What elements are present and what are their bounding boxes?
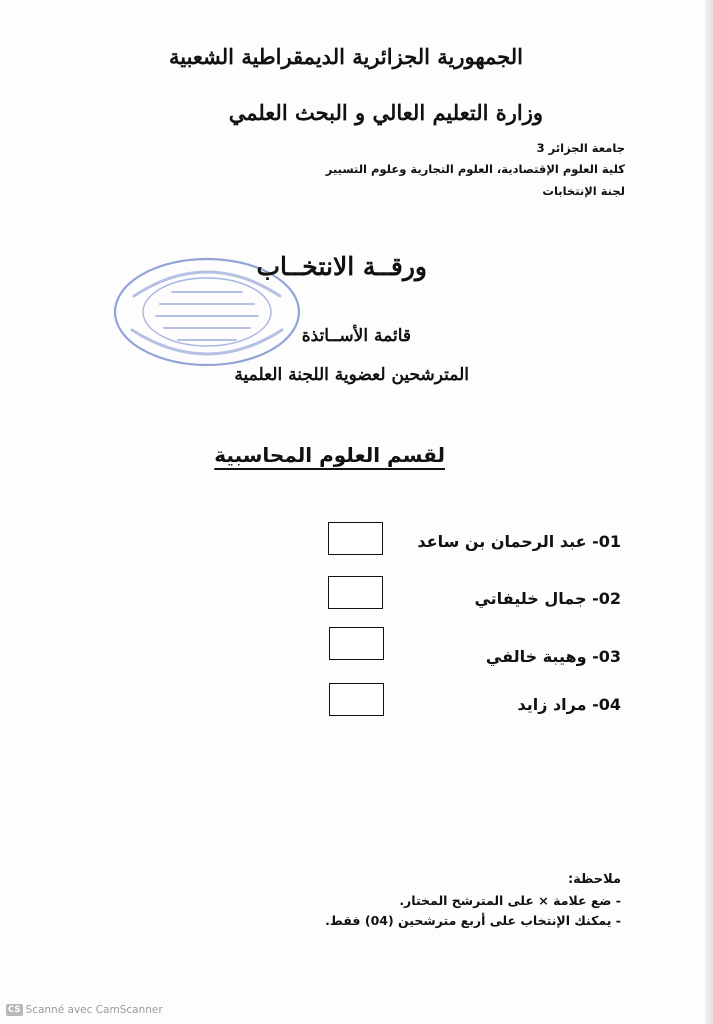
page-edge-shadow <box>705 0 713 1024</box>
candidate-4-name: 04- مراد زايد <box>517 695 621 714</box>
candidate-1-name: 01- عبد الرحمان بن ساعد <box>417 532 621 551</box>
candidate-4-vote-box[interactable] <box>329 683 384 716</box>
candidate-3-name: 03- وهيبة خالفي <box>485 647 621 666</box>
list-subtitle: المترشحين لعضوية اللجنة العلمية <box>234 365 469 385</box>
note-item-1: - ضع علامة × على المترشح المختار. <box>399 893 621 908</box>
department-title: لقسم العلوم المحاسبية <box>214 443 445 467</box>
university-name: جامعة الجزائر 3 <box>536 141 625 155</box>
election-committee: لجنة الإنتخابات <box>542 184 625 198</box>
candidate-2-vote-box[interactable] <box>328 576 383 609</box>
ministry-title: وزارة التعليم العالي و البحث العلمي <box>228 100 543 125</box>
scanner-text: Scanné avec CamScanner <box>25 1004 163 1016</box>
note-item-2: - يمكنك الإنتخاب على أربع مترشحين (04) فقط. <box>325 913 621 928</box>
note-heading: ملاحظة: <box>567 872 621 887</box>
faculty-name: كلية العلوم الإقتصادية، العلوم التجارية وعلوم التسيير <box>325 162 625 176</box>
candidate-2-name: 02- جمال خليفاتي <box>474 589 621 608</box>
republic-title: الجمهورية الجزائرية الديمقراطية الشعبية <box>168 44 523 69</box>
camscanner-logo-icon: CS <box>8 1005 21 1015</box>
list-title: قائمة الأســاتذة <box>301 326 411 346</box>
candidate-1-vote-box[interactable] <box>328 522 383 555</box>
scanner-watermark <box>6 1004 163 1016</box>
candidate-3-vote-box[interactable] <box>329 627 384 660</box>
ballot-title: ورقــة الانتخــاب <box>256 252 427 281</box>
